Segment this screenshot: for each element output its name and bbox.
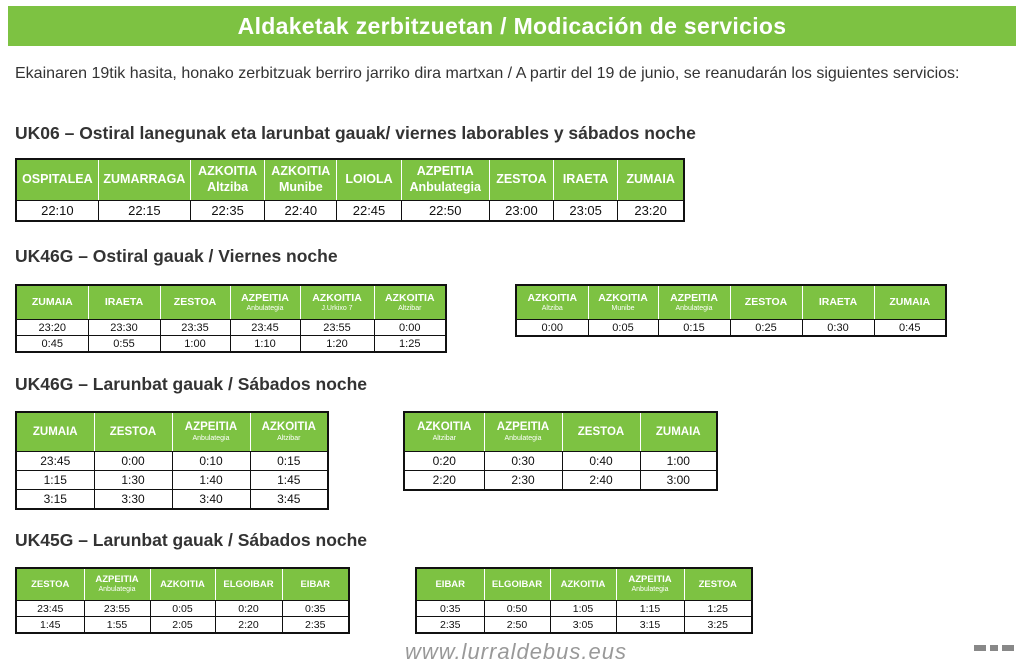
stop-header [554,159,618,201]
departure-time: 2:20 [215,617,282,634]
stop-detail: Altziba [207,180,249,194]
table-row [404,452,717,471]
departure-time: 2:35 [416,617,484,634]
departure-time: 0:20 [215,601,282,617]
header-row [16,412,328,452]
stop-name: AZPEITIA [241,291,289,304]
stop-header [874,285,946,320]
departure-time: 1:05 [550,601,616,617]
timetable-uk45g-saturday-return [415,567,753,634]
departure-time: 1:55 [84,617,150,634]
stop-name: EIBAR [300,578,331,590]
stop-header [684,568,752,601]
departure-time: 1:45 [16,617,84,634]
stop-name: OSPITALEA [22,172,93,187]
stop-detail: Anbulategia [98,586,136,594]
stop-header [484,412,562,452]
stop-header [489,159,553,201]
stop-header [640,412,717,452]
section-heading-uk45g-saturday: UK45G – Larunbat gauak / Sábados noche [15,530,368,550]
stop-header [16,159,98,201]
departure-time: 1:00 [160,336,230,353]
departure-time: 1:45 [250,471,328,490]
stop-header [658,285,730,320]
timetable-uk46g-saturday-outbound [15,411,329,510]
table-row [16,490,328,510]
departure-time: 3:40 [172,490,250,510]
departure-time: 22:10 [16,201,98,222]
stop-name: ZESTOA [577,425,625,438]
stop-name: AZPEITIA [670,291,718,304]
stop-header [88,285,160,320]
stop-name: EIBAR [435,578,466,590]
stop-header [516,285,588,320]
stop-name: ZUMAIA [31,295,73,308]
timetable-uk06 [15,158,685,222]
stop-header [300,285,374,320]
departure-time: 2:40 [562,471,640,491]
stop-name: AZKOITIA [198,164,258,179]
departure-time: 0:25 [730,320,802,337]
stop-name: AZKOITIA [560,578,606,590]
stop-name: ZESTOA [496,172,547,187]
stop-detail: Munibe [278,180,323,194]
stop-header [215,568,282,601]
departure-time: 0:35 [282,601,349,617]
departure-time: 2:35 [282,617,349,634]
departure-time: 2:30 [484,471,562,491]
departure-time: 0:30 [802,320,874,337]
departure-time: 1:15 [616,601,684,617]
stop-name: ZUMAIA [626,172,675,187]
departure-time: 23:05 [554,201,618,222]
stop-header [401,159,489,201]
table-row [16,201,684,222]
departure-time: 0:00 [374,320,446,336]
stop-header [230,285,300,320]
stop-name: AZPEITIA [416,164,474,179]
stop-name: ZUMAIA [32,425,78,438]
table-row [416,601,752,617]
departure-time: 22:45 [337,201,401,222]
departure-time: 1:00 [640,452,717,471]
stop-name: IRAETA [104,295,144,308]
stop-header [562,412,640,452]
departure-time: 1:25 [684,601,752,617]
departure-time: 1:30 [94,471,172,490]
stop-header [16,412,94,452]
departure-time: 23:45 [16,452,94,471]
table-row [16,617,349,634]
stop-name: AZKOITIA [598,291,648,304]
departure-time: 23:55 [300,320,374,336]
table-row [16,601,349,617]
stop-detail: Altzibar [432,434,456,442]
departure-time: 23:30 [88,320,160,336]
departure-time: 22:35 [191,201,265,222]
header-row [416,568,752,601]
departure-time: 0:30 [484,452,562,471]
table-row [16,336,446,353]
departure-time: 23:00 [489,201,553,222]
departure-time: 3:15 [16,490,94,510]
stop-header [730,285,802,320]
stop-header [191,159,265,201]
stop-detail: Anbulategia [192,434,230,442]
table-row [16,452,328,471]
timetable-uk45g-saturday-outbound [15,567,350,634]
stop-name: ZESTOA [744,295,788,308]
stop-detail: Altzibar [398,304,422,312]
departure-time: 1:20 [300,336,374,353]
website-footer: www.lurraldebus.eus [405,639,627,664]
departure-time: 2:05 [150,617,215,634]
departure-time: 23:20 [618,201,684,222]
header-row [16,159,684,201]
stop-name: ELGOIBAR [491,578,543,590]
stop-name: ELGOIBAR [223,578,274,590]
departure-time: 0:15 [250,452,328,471]
stop-name: ZUMAIA [655,425,701,438]
stop-detail: Anbulategia [631,586,669,594]
departure-time: 0:00 [516,320,588,337]
section-heading-uk46g-saturday: UK46G – Larunbat gauak / Sábados noche [15,374,368,394]
stop-name: AZPEITIA [95,574,139,586]
stop-header [94,412,172,452]
header-row [16,568,349,601]
stop-header [250,412,328,452]
stop-name: AZKOITIA [527,291,578,304]
table-row [16,320,446,336]
stop-header [550,568,616,601]
stop-name: IRAETA [562,172,609,187]
stop-header [160,285,230,320]
departure-time: 1:10 [230,336,300,353]
stop-header [616,568,684,601]
departure-time: 23:45 [16,601,84,617]
stop-detail: Anbulategia [409,180,481,194]
departure-time: 1:15 [16,471,94,490]
departure-time: 0:20 [404,452,484,471]
departure-time: 0:10 [172,452,250,471]
corner-logo-fragment [972,641,1016,651]
table-row [404,471,717,491]
stop-header [416,568,484,601]
stop-detail: Anbulategia [246,304,284,312]
page-title-banner: Aldaketak zerbitzuetan / Modicación de servicios [8,6,1016,46]
timetable-uk46g-friday-return [515,284,947,337]
section-heading-uk46g-friday: UK46G – Ostiral gauak / Viernes noche [15,246,338,266]
departure-time: 1:25 [374,336,446,353]
header-row [404,412,717,452]
stop-header [404,412,484,452]
departure-time: 0:45 [16,336,88,353]
departure-time: 3:00 [640,471,717,491]
departure-time: 0:05 [588,320,658,337]
stop-header [84,568,150,601]
stop-name: AZKOITIA [160,578,205,590]
departure-time: 0:55 [88,336,160,353]
stop-header [16,285,88,320]
stop-name: AZKOITIA [312,291,362,304]
stop-name: AZPEITIA [628,574,672,586]
stop-name: ZESTOA [698,578,737,590]
stop-name: AZPEITIA [184,421,238,434]
stop-header [282,568,349,601]
departure-time: 23:35 [160,320,230,336]
stop-detail: Anbulategia [675,304,713,312]
departure-time: 1:40 [172,471,250,490]
stop-header [150,568,215,601]
departure-time: 23:45 [230,320,300,336]
departure-time: 0:40 [562,452,640,471]
departure-time: 22:15 [98,201,190,222]
table-row [516,320,946,337]
stop-header [618,159,684,201]
stop-header [172,412,250,452]
section-heading-uk06: UK06 – Ostiral lanegunak eta larunbat gauak/ viernes laborables y sábados noche [15,123,696,143]
stop-name: AZKOITIA [384,291,435,304]
departure-time: 0:15 [658,320,730,337]
stop-header [265,159,337,201]
stop-name: AZKOITIA [261,421,316,434]
stop-header [337,159,401,201]
stop-detail: Anbulategia [504,434,542,442]
stop-header [484,568,550,601]
departure-time: 3:45 [250,490,328,510]
departure-time: 23:55 [84,601,150,617]
departure-time: 22:50 [401,201,489,222]
departure-time: 3:30 [94,490,172,510]
stop-header [16,568,84,601]
timetable-uk46g-friday-outbound [15,284,447,353]
header-row [16,285,446,320]
stop-header [802,285,874,320]
stop-name: ZESTOA [173,295,217,308]
departure-time: 0:50 [484,601,550,617]
departure-time: 0:45 [874,320,946,337]
stop-header [374,285,446,320]
stop-name: ZESTOA [109,425,157,438]
departure-time: 0:35 [416,601,484,617]
stop-name: AZPEITIA [496,421,550,434]
stop-name: ZUMAIA [889,295,931,308]
departure-time: 2:50 [484,617,550,634]
stop-name: ZESTOA [31,578,70,590]
timetable-uk46g-saturday-return [403,411,718,491]
table-row [16,471,328,490]
departure-time: 3:05 [550,617,616,634]
stop-header [588,285,658,320]
stop-detail: Altziba [541,304,563,312]
departure-time: 0:05 [150,601,215,617]
header-row [516,285,946,320]
stop-name: IRAETA [818,295,858,308]
departure-time: 23:20 [16,320,88,336]
departure-time: 3:25 [684,617,752,634]
stop-detail: Altzibar [277,434,301,442]
stop-name: ZUMARRAGA [103,172,186,187]
stop-header [98,159,190,201]
table-row [416,617,752,634]
stop-name: LOIOLA [345,172,393,187]
stop-name: AZKOITIA [417,421,472,434]
departure-time: 2:20 [404,471,484,491]
intro-text: Ekainaren 19tik hasita, honako zerbitzuak berriro jarriko dira martxan / A partir del 19 de junio, se reanudarán los siguientes servicios: [15,65,960,82]
stop-detail: J.Urkixo 7 [321,304,353,312]
departure-time: 0:00 [94,452,172,471]
departure-time: 3:15 [616,617,684,634]
stop-detail: Munibe [611,304,635,312]
stop-name: AZKOITIA [271,164,331,179]
departure-time: 22:40 [265,201,337,222]
